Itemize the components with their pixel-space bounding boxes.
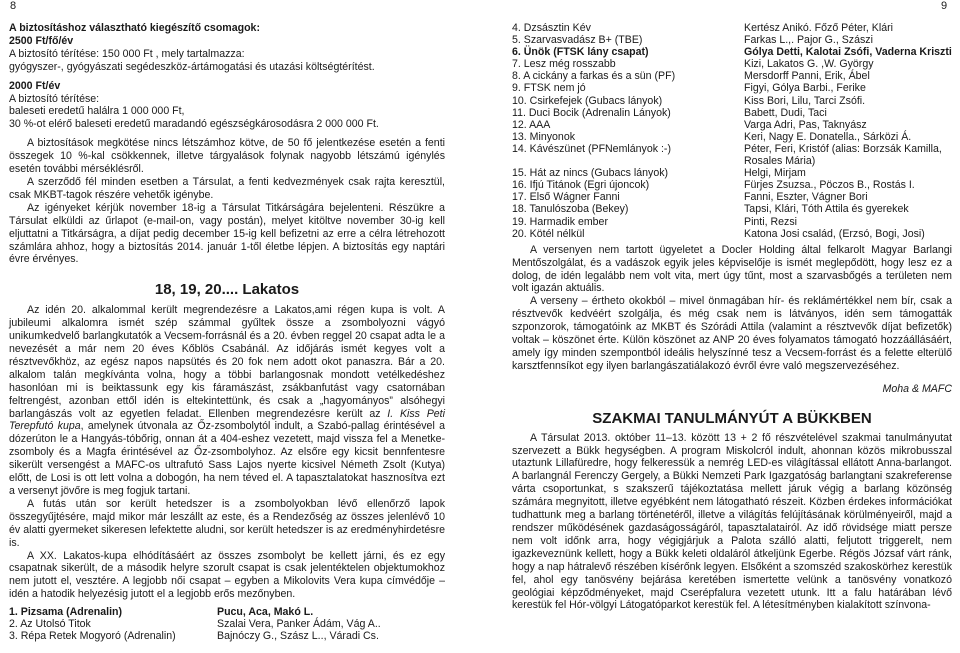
result-row	[512, 167, 952, 179]
team-name: 19. Harmadik ember	[512, 215, 608, 228]
team-name: 5. Szarvasvadász B+ (TBE)	[512, 34, 643, 47]
article-heading: SZAKMAI TANULMÁNYÚT A BÜKKBEN	[592, 409, 872, 427]
team-name: 20. Kötél nélkül	[512, 227, 585, 240]
team-name: 11. Duci Bocik (Adrenalin Lányok)	[512, 106, 671, 119]
team-members: Katona Josi család, (Erzsó, Bogi, Josi)	[744, 227, 925, 240]
page-number-left: 8	[10, 0, 17, 12]
result-row	[512, 191, 952, 203]
paragraph	[9, 304, 445, 498]
team-name: 18. Tanulószoba (Bekey)	[512, 203, 629, 216]
paragraph: A futás után sor került hetedszer is a zsombolyokban lévő ellenőrző lapok összegyűjtésére, majd mikor már leszállt az este, és a Rendezőség az összes jelenlévő 10 év alatti gyermeket sikeresen lefektette aludni, sor került hetedszer is az eredményhirdetésre is.	[9, 497, 445, 549]
result-row	[512, 107, 952, 119]
team-name: 6. Ünök (FTSK lány csapat)	[512, 46, 649, 59]
result-row	[512, 216, 952, 228]
result-row	[512, 22, 952, 34]
team-members: Keri, Nagy E. Donatella., Sárközi Á.	[744, 130, 912, 143]
paragraph: Az igényeket kérjük november 18-ig a Társulat Titkárságára bejelenteni. Részükre a Társulat elküldi az űrlapot (e-mail-on, vagy postán), melyet kitöltve november 30-ig kell eljuttatni a Titkárságra, a díjat pedig december 15-ig kell befizetni az erre a célra létrehozott számlára ahhoz, hogy a biztosítás 2014. január 1-től életbe lépjen. A biztosítás egy naptári évre érvényes.	[9, 201, 445, 266]
team-members: Babett, Dudi, Taci	[744, 106, 827, 119]
team-members: Farkas L.,. Pajor G., Szászi	[744, 34, 873, 47]
team-name: 13. Minyonok	[512, 130, 576, 143]
package-line: 30 %-ot elérő baleseti eredetű maradandó egészségkárosodásra 2 000 000 Ft.	[9, 118, 379, 131]
result-row	[512, 143, 952, 155]
package-price-2: 2000 Ft/év	[9, 79, 61, 92]
team-name: 8. A cickány a farkas és a sün (PF)	[512, 70, 676, 83]
team-members: Varga Adri, Pas, Taknyász	[744, 118, 867, 131]
team-members: Pucu, Aca, Makó L.	[217, 606, 314, 619]
team-name: 14. Kávészünet (PFNemlányok :-)	[512, 142, 671, 155]
team-members: Péter, Feri, Kristóf (alias: Borzsák Kamilla,	[744, 142, 942, 155]
paragraph: A Társulat 2013. október 11–13. között 13 + 2 fő részvételével szakmai tanulmányutat szervezett a Bükk hegységben. A program Miskolcról indult, ahonnan közös mikrobusszal utaztunk Lillafüredre, hogy felkeressük a nemrég LED-es világítással ellátott Anna-barlangot. A barlangnál Ferenczy Gergely, a Bükki Nemzeti Park Igazgatóság barlangtani szakreferense várta csoportunkat, s szakszerű tájékoztatása mellett járuk végig a barlang közönség számára megnyitott, illetve egyébként nem látogatható részeit. Közben érdekes információkat tudhattunk meg a barlang történetéről, illetve a világítás felújításának körülményeiről, majd a rendszer működésének gazdaságosságáról, tapasztalatairól. Az idő rövidsége miatt persze nem volt időnk arra, hogy végigjárjuk a Palota szálló alatti, feljutott triggerelt, nem igazkeveznünk kellett, hogy a Bükk keleti oldaláról átkeljünk Egerbe. Régös Józsaf várt ránk, hogy a nap hátralevő részében kísérőnk legyen. Elsőként a szomszéd szakoskörhez kerestük fel, ahol egy tanösvény bejárása keretében ismertette velünk a tanösvény vonatkozó geológiai képződményeket, majd Cserépfalura vezetett utunk. Itt a falu határában lévő kerestük fel Hór-völgyi Látogatóparkot kerestük fel. A létesítményben kialakított színvona-	[512, 431, 952, 612]
team-members: Kiss Bori, Lilu, Tarci Zsófi.	[744, 94, 866, 107]
result-row	[512, 179, 952, 191]
team-name: 7. Lesz még rosszabb	[512, 58, 616, 71]
result-row	[512, 46, 952, 58]
team-members: Kizi, Lakatos G. ,W. György	[744, 58, 874, 71]
result-row	[9, 618, 445, 630]
left-column	[9, 22, 445, 642]
team-name: 10. Csirkefejek (Gubacs lányok)	[512, 94, 663, 107]
result-row	[512, 131, 952, 143]
paragraph: A biztosítások megkötése nincs létszámhoz kötve, de 50 fő jelentkezése esetén a fenti összegek 10 %-kal csökkennek, illetve tárgyalások folynak nagyobb létszámú igénylés esetén további mérséklésről.	[9, 137, 445, 176]
team-name: 12. AAA	[512, 118, 551, 131]
paragraph-text: Az idén 20. alkalommal került megrendezésre a Lakatos,ami régen kupa is volt. A jubileumi alkalomra ismét szép számmal gyűltek össze a zsombolyozni vágyó unikumkedvelő barlangkutatók a Vecsem-forrásnál és a 20. évben reggel 20 csapat adta le a nevezését a már nem 20 éves Kőblös Csabánál. Az időjárás ismét kegyes volt a résztvevőkhöz, az egész napos napsütés és 20 fok nem adott okot panaszra. Bár a 20. alkalom talán megkívánta volna, hogy a többi barlangosnak mondott vetélkedéshez hasonlóan mi is beiktassunk egy kis fáramászást, zsákbanfutást vagy csatornában feltrengést, azonban ettől idén is eltekintettünk, és csak a „hagyományos” alsóhegyi barlangászás volt az egyetlen feladat. Ellenben megrendezésre került az	[9, 304, 445, 420]
team-members: Kertész Anikó. Főző Péter, Klári	[744, 22, 893, 34]
result-row	[512, 34, 952, 46]
result-row	[512, 119, 952, 131]
package-line: baleseti eredetű halálra 1 000 000 Ft,	[9, 105, 185, 118]
page-number-right: 9	[941, 0, 948, 12]
team-name: 16. Ifjú Titánok (Egri újoncok)	[512, 179, 650, 192]
right-column	[512, 22, 952, 612]
team-members: Figyi, Gólya Barbi., Ferike	[744, 82, 866, 95]
team-name: 15. Hát az nincs (Gubacs lányok)	[512, 167, 669, 180]
team-members: Tapsi, Klári, Tóth Attila és gyerekek	[744, 203, 909, 216]
team-members: Bajnóczy G., Szász L.., Váradi Cs.	[217, 630, 379, 643]
result-row	[512, 203, 952, 215]
team-members: Fanni, Eszter, Vágner Bori	[744, 191, 868, 204]
result-row	[512, 155, 952, 167]
team-members: Gólya Detti, Kalotai Zsófi, Vaderna Kriszti	[744, 46, 952, 59]
team-members: Pinti, Rezsi	[744, 215, 797, 228]
paragraph: A szerződő fél minden esetben a Társulat, a fenti kedvezmények csak rajta keresztül, csak MKBT-tagok részére vehetők igénybe.	[9, 175, 445, 201]
paragraph: A verseny – értheto okokból – mivel önmagában hír- és reklámértékkel nem bír, csak a résztvevők kedvéért szolgálja, és még csak nem is látványos, idén sem támogatták szponzorok, támogatóink az MKBT és Szórádi Attila (valamint a résztvevők díjat befizetők) voltak – köszönet érte. Külön köszönet az ANP 20 éves folyamatos támogató hozzáállásáért, amely így minden szempontból ideális helyszínné tesz a Vecsem-forrást és a felette elterülő karsztfennsíkot egy ilyen barlangászatiálakozó évről évre való megszervezéséhez.	[512, 295, 952, 372]
team-name: 2. Az Utolsó Titok	[9, 618, 91, 631]
team-name: 1. Pizsama (Adrenalin)	[9, 606, 123, 619]
team-name	[512, 155, 744, 167]
team-members: Szalai Vera, Panker Ádám, Vág A..	[217, 618, 381, 631]
package-title: A biztosításhoz választható kiegészítő csomagok:	[9, 22, 260, 34]
result-row	[9, 630, 445, 642]
team-members: Rosales Mária)	[744, 155, 816, 168]
result-row	[512, 95, 952, 107]
results-list	[512, 22, 952, 240]
paragraph: A versenyen nem tartott ügyeletet a Docler Holding által felkarolt Magyar Barlangi Mentőszolgálat, és a vadászok egyik jeles képviselője is ismét meglepődött, hogy lesz ez a dolog, de idén legalább nem volt vita, mert úgy tűnt, most a szarvasbőgés a területen nem volt igazán aktuális.	[512, 243, 952, 295]
signature: Moha & MAFC	[882, 382, 952, 395]
result-row	[512, 228, 952, 240]
paragraph: A XX. Lakatos-kupa elhódításáért az összes zsombolyt be kellett járni, és ez egy csapatnak sikerült, de a második helyre szorult csapat is csak jelentéktelen objektumokhoz nem jutott el, vesztére. A legjobb női csapat – egyben a Mikolovits Vera kupa címvédője – idén a hatodik helyezésig jutott el a legjobb erős mezőnyben.	[9, 549, 445, 601]
team-name: 9. FTSK nem jó	[512, 82, 586, 95]
paragraph-text: , amelynek útvonala az Őz-zsombolytól indult, a Szabó-pallag érintésével a dózerúton le a Hangyás-tóbőrig, onnan át a 404-eshez vezetett, majd vissza fel a Menetke-zsomboly és a Magfa érintésével az Őz-zsombolyhoz. Az elsőre egy kicsit bennfentesre sikerült versengést a MAFC-os ultrafutó Sass Lajos nyerte kicsivel Németh Zsolt (Kutya) előtt, de Losi is ott lett volna a dobogón, ha nem téved el. A tapasztalatokat hasznosítva ezt a versenyt jövőre is meg fogjuk tartani.	[9, 420, 445, 497]
result-row	[512, 58, 952, 70]
team-name: 17. Első Wágner Fanni	[512, 191, 620, 204]
result-row	[512, 70, 952, 82]
team-name: 3. Répa Retek Mogyoró (Adrenalin)	[9, 630, 176, 643]
package-line: A biztosító térítése:	[9, 92, 100, 105]
result-row	[512, 82, 952, 94]
package-price-1: 2500 Ft/fő/év	[9, 34, 74, 47]
article-heading: 18, 19, 20.... Lakatos	[154, 281, 300, 299]
team-members: Mersdorff Panni, Erik, Ábel	[744, 70, 870, 83]
team-name: 4. Dzsásztin Kév	[512, 22, 591, 34]
team-members: Helgi, Mirjam	[744, 167, 806, 180]
team-members: Fürjes Zsuzsa., Pöczos B., Rostás I.	[744, 179, 915, 192]
race-name: I. Kiss Peti Terepfutó kupa	[9, 407, 445, 433]
package-line: gyógyszer-, gyógyászati segédeszköz-ártámogatási és utazási költségtérítést.	[9, 60, 375, 73]
package-line: A biztosító térítése: 150 000 Ft , mely tartalmazza:	[9, 47, 245, 60]
result-row	[9, 606, 445, 618]
